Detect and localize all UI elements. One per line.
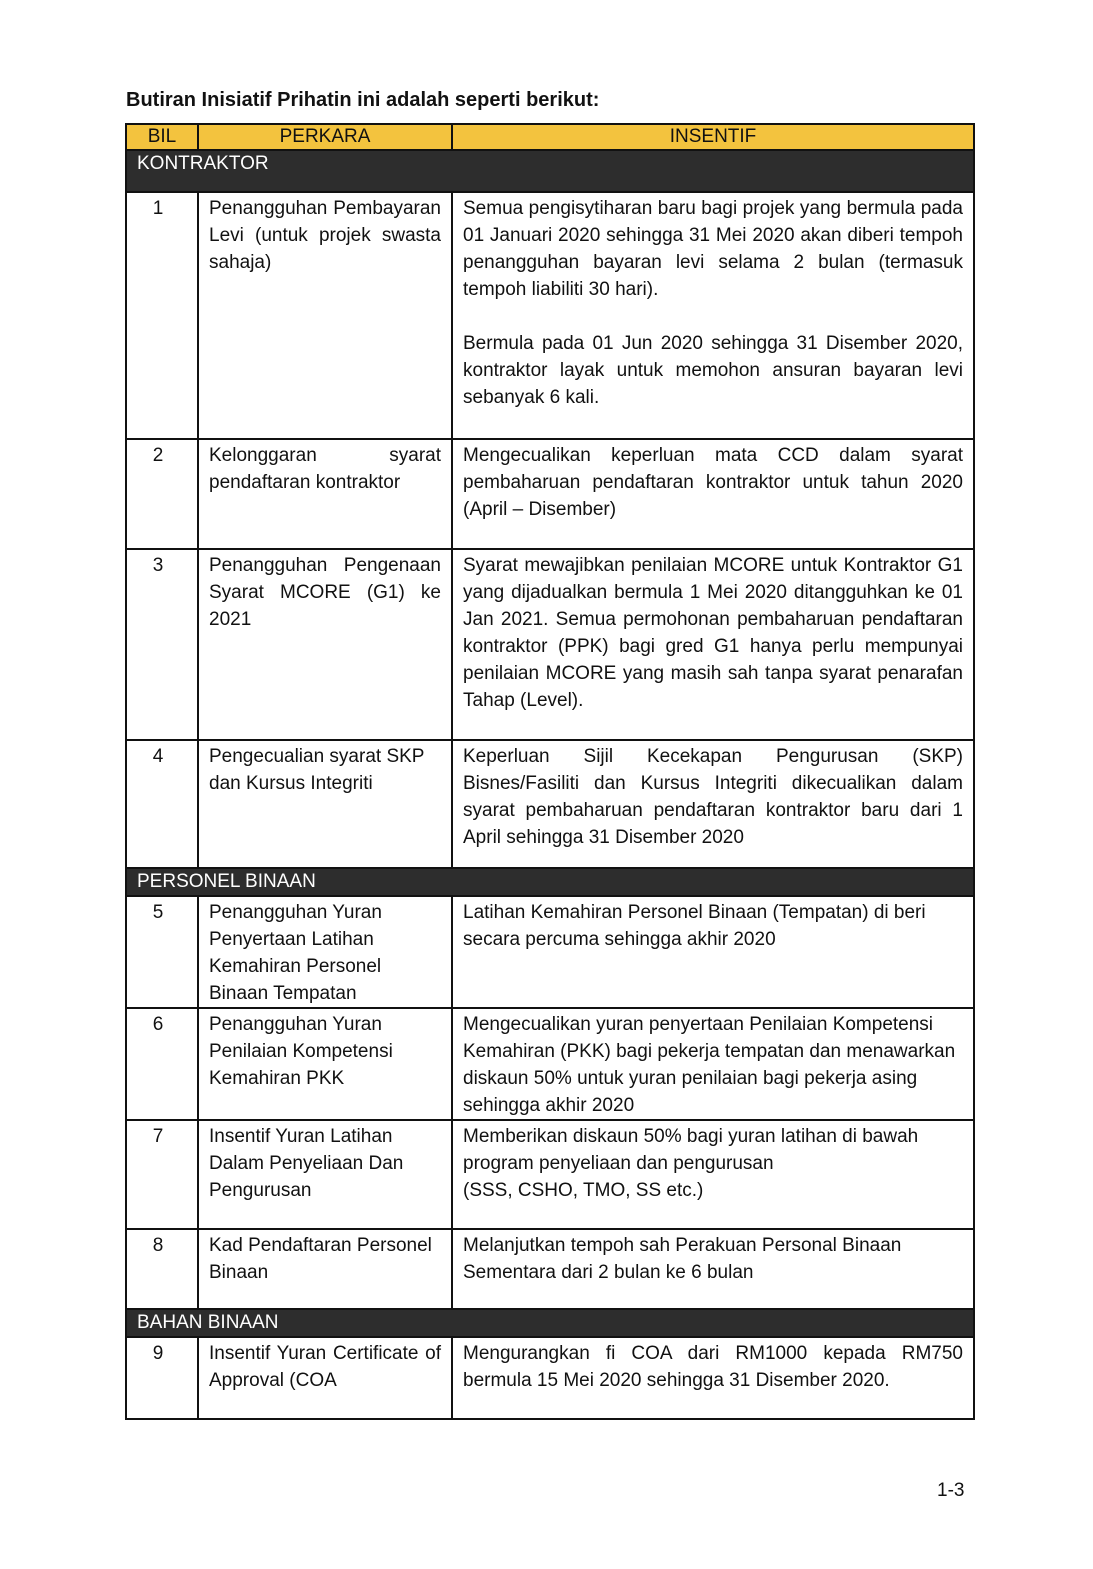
table-header-row <box>126 124 974 150</box>
insentif-paragraph: Syarat mewajibkan penilaian MCORE untuk Kontraktor G1 yang dijadualkan bermula 1 Mei 2020 ditangguhkan ke 01 Jan 2021. Semua permohonan pembaharuan pendaftaran kontraktor (PPK) bagi gred G1 hanya perlu mempunyai penilaian MCORE yang masih sah tanpa syarat penarafan Tahap (Level). <box>463 555 963 711</box>
row-insentif <box>452 1337 974 1419</box>
row-bil: 9 <box>126 1337 198 1419</box>
row-bil: 2 <box>126 439 198 549</box>
header-perkara: PERKARA <box>198 124 452 150</box>
row-perkara: Penangguhan Yuran Penilaian Kompetensi Kemahiran PKK <box>198 1008 452 1120</box>
document-heading: Butiran Inisiatif Prihatin ini adalah seperti berikut: <box>126 89 600 111</box>
table-row <box>126 1120 974 1229</box>
table-row <box>126 1008 974 1120</box>
row-perkara: Kelonggaran syarat pendaftaran kontraktor <box>198 439 452 549</box>
table-row <box>126 896 974 1008</box>
insentif-paragraph: Memberikan diskaun 50% bagi yuran latihan di bawah program penyeliaan dan pengurusan <box>463 1126 919 1174</box>
table-row <box>126 1229 974 1309</box>
row-perkara: Insentif Yuran Latihan Dalam Penyeliaan Dan Pengurusan <box>198 1120 452 1229</box>
table-row <box>126 549 974 740</box>
row-bil: 5 <box>126 896 198 1008</box>
insentif-paragraph: Latihan Kemahiran Personel Binaan (Tempatan) di beri secara percuma sehingga akhir 2020 <box>463 902 926 950</box>
table-row <box>126 740 974 868</box>
row-insentif <box>452 1229 974 1309</box>
table-row <box>126 439 974 549</box>
table-row <box>126 192 974 439</box>
row-insentif <box>452 549 974 740</box>
section-row-bahan-binaan <box>126 1309 974 1337</box>
row-perkara: Penangguhan Pembayaran Levi (untuk projek swasta sahaja) <box>198 192 452 439</box>
section-row-personel-binaan <box>126 868 974 896</box>
row-perkara: Kad Pendaftaran Personel Binaan <box>198 1229 452 1309</box>
insentif-paragraph: Melanjutkan tempoh sah Perakuan Personal Binaan Sementara dari 2 bulan ke 6 bulan <box>463 1235 902 1283</box>
row-bil: 4 <box>126 740 198 868</box>
row-perkara: Penangguhan Yuran Penyertaan Latihan Kemahiran Personel Binaan Tempatan <box>198 896 452 1008</box>
insentif-paragraph: Bermula pada 01 Jun 2020 sehingga 31 Disember 2020, kontraktor layak untuk memohon ansuran bayaran levi sebanyak 6 kali. <box>463 333 963 408</box>
header-bil: BIL <box>126 124 198 150</box>
insentif-paragraph: Mengurangkan fi COA dari RM1000 kepada RM750 bermula 15 Mei 2020 sehingga 31 Disember 2020. <box>463 1343 963 1391</box>
row-perkara: Penangguhan Pengenaan Syarat MCORE (G1) ke 2021 <box>198 549 452 740</box>
row-bil: 3 <box>126 549 198 740</box>
incentive-table <box>125 123 975 1420</box>
section-title: PERSONEL BINAAN <box>126 868 974 896</box>
row-perkara: Insentif Yuran Certificate of Approval (COA <box>198 1337 452 1419</box>
row-bil: 8 <box>126 1229 198 1309</box>
row-insentif <box>452 1008 974 1120</box>
insentif-paragraph: Semua pengisytiharan baru bagi projek yang bermula pada 01 Januari 2020 sehingga 31 Mei 2020 akan diberi tempoh penangguhan bayaran levi selama 2 bulan (termasuk tempoh liabiliti 30 hari). <box>463 198 963 300</box>
section-row-kontraktor <box>126 150 974 192</box>
row-bil: 6 <box>126 1008 198 1120</box>
section-title: BAHAN BINAAN <box>126 1309 974 1337</box>
table-row <box>126 1337 974 1419</box>
row-insentif <box>452 439 974 549</box>
row-bil: 7 <box>126 1120 198 1229</box>
row-insentif <box>452 1120 974 1229</box>
row-insentif <box>452 192 974 439</box>
insentif-paragraph: Mengecualikan yuran penyertaan Penilaian Kompetensi Kemahiran (PKK) bagi pekerja tempatan dan menawarkan diskaun 50% untuk yuran penilaian bagi pekerja asing sehingga akhir 2020 <box>463 1014 956 1116</box>
row-perkara: Pengecualian syarat SKP dan Kursus Integriti <box>198 740 452 868</box>
insentif-paragraph: Keperluan Sijil Kecekapan Pengurusan (SKP) Bisnes/Fasiliti dan Kursus Integriti dikecualikan dalam syarat pembaharuan pendaftaran kontraktor baru dari 1 April sehingga 31 Disember 2020 <box>463 746 963 848</box>
insentif-paragraph: (SSS, CSHO, TMO, SS etc.) <box>463 1180 704 1201</box>
row-insentif <box>452 740 974 868</box>
insentif-paragraph: Mengecualikan keperluan mata CCD dalam syarat pembaharuan pendaftaran kontraktor untuk tahun 2020 (April – Disember) <box>463 445 963 520</box>
row-bil: 1 <box>126 192 198 439</box>
section-title: KONTRAKTOR <box>126 150 974 192</box>
header-insentif: INSENTIF <box>452 124 974 150</box>
page-number: 1-3 <box>937 1480 965 1501</box>
row-insentif <box>452 896 974 1008</box>
